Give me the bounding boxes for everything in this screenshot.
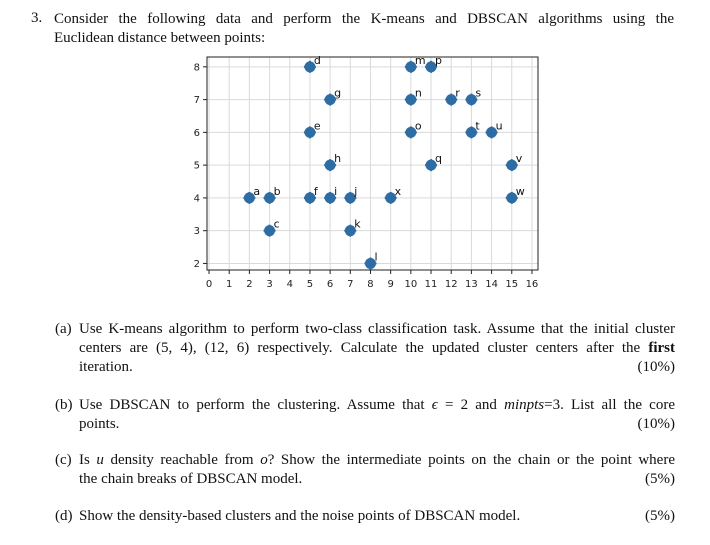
question-number: 3. xyxy=(31,10,43,26)
part-d xyxy=(55,507,675,526)
y-tick-label: 5 xyxy=(193,160,200,172)
point-label-p: p xyxy=(435,53,443,67)
x-tick-label: 12 xyxy=(444,279,458,290)
x-tick-label: 2 xyxy=(246,279,253,290)
minpts-term: minpts xyxy=(504,397,545,413)
point-label-a: a xyxy=(253,184,261,198)
x-tick-label: 10 xyxy=(404,279,418,290)
point-label-i: i xyxy=(334,184,338,198)
point-o-ref: o xyxy=(260,452,268,468)
part-c-line-2: the chain breaks of DBSCAN model. xyxy=(79,471,303,487)
part-c-label: (c) xyxy=(55,452,72,468)
x-tick-label: 9 xyxy=(387,279,394,290)
x-tick-label: 6 xyxy=(326,279,334,290)
part-b-points: (10%) xyxy=(637,416,675,432)
plot-frame xyxy=(207,57,538,270)
question-line-1: Consider the following data and perform the K-means and DBSCAN algorithms using the xyxy=(54,11,674,27)
y-tick-label: 7 xyxy=(193,95,200,107)
y-tick-label: 6 xyxy=(193,127,200,139)
x-tick-label: 1 xyxy=(226,279,233,290)
part-a-label: (a) xyxy=(55,321,72,337)
part-c xyxy=(55,451,675,489)
part-a-bold-word: first xyxy=(648,340,675,356)
part-d-line-1: Show the density-based clusters and the noise points of DBSCAN model. xyxy=(79,508,521,524)
x-tick-label: 5 xyxy=(306,279,314,290)
point-label-x: x xyxy=(394,184,402,198)
part-a xyxy=(55,320,675,377)
point-label-u: u xyxy=(495,119,503,133)
part-c-line-1: Is u density reachable from o? Show the intermediate points on the chain or the point where xyxy=(79,452,675,468)
part-d-points: (5%) xyxy=(645,508,675,524)
part-a-line-2: centers are (5, 4), (12, 6) respectively. Calculate the updated cluster centers after the first xyxy=(79,340,675,356)
point-u-ref: u xyxy=(96,452,104,468)
point-label-e: e xyxy=(313,119,321,133)
point-label-h: h xyxy=(334,152,342,166)
part-b-label: (b) xyxy=(55,397,73,413)
point-label-c: c xyxy=(273,217,280,231)
y-tick-label: 4 xyxy=(193,193,200,205)
part-b xyxy=(55,396,675,434)
x-tick-label: 0 xyxy=(205,279,213,290)
x-tick-label: 7 xyxy=(347,279,354,290)
point-label-t: t xyxy=(475,119,480,133)
point-label-r: r xyxy=(455,86,460,100)
x-tick-label: 13 xyxy=(465,279,478,290)
point-label-b: b xyxy=(273,184,281,198)
part-a-line-1: Use K-means algorithm to perform two-class classification task. Assume that the initial cluster xyxy=(79,321,675,337)
epsilon-symbol: ϵ xyxy=(431,397,438,413)
part-a-line-3: iteration. xyxy=(79,359,133,375)
point-label-q: q xyxy=(435,152,443,166)
point-label-f: f xyxy=(313,184,318,198)
part-d-label: (d) xyxy=(55,508,73,524)
point-label-k: k xyxy=(354,217,361,231)
part-c-points: (5%) xyxy=(645,471,675,487)
x-tick-label: 8 xyxy=(367,279,374,290)
x-tick-label: 11 xyxy=(424,279,438,290)
point-label-n: n xyxy=(414,86,422,100)
point-label-o: o xyxy=(414,119,422,133)
point-label-l: l xyxy=(374,250,378,264)
point-label-d: d xyxy=(313,53,321,67)
x-tick-label: 3 xyxy=(266,279,273,290)
x-tick-label: 15 xyxy=(505,279,519,290)
y-tick-label: 8 xyxy=(193,62,200,74)
part-b-line-1: Use DBSCAN to perform the clustering. Assume that ϵ = 2 and minpts=3. List all the core xyxy=(79,397,675,413)
point-label-s: s xyxy=(475,86,482,100)
point-label-m: m xyxy=(414,53,426,67)
x-tick-label: 14 xyxy=(485,279,498,290)
y-tick-label: 3 xyxy=(193,226,200,238)
point-label-g: g xyxy=(334,86,342,100)
part-a-points: (10%) xyxy=(637,359,675,375)
point-label-w: w xyxy=(515,184,525,198)
part-b-line-2: points. xyxy=(79,416,120,432)
y-tick-label: 2 xyxy=(193,258,200,270)
x-tick-label: 16 xyxy=(525,279,539,290)
point-label-v: v xyxy=(515,152,523,166)
question-line-2: Euclidean distance between points: xyxy=(54,30,266,46)
point-label-j: j xyxy=(354,184,358,198)
x-tick-label: 4 xyxy=(286,279,293,290)
